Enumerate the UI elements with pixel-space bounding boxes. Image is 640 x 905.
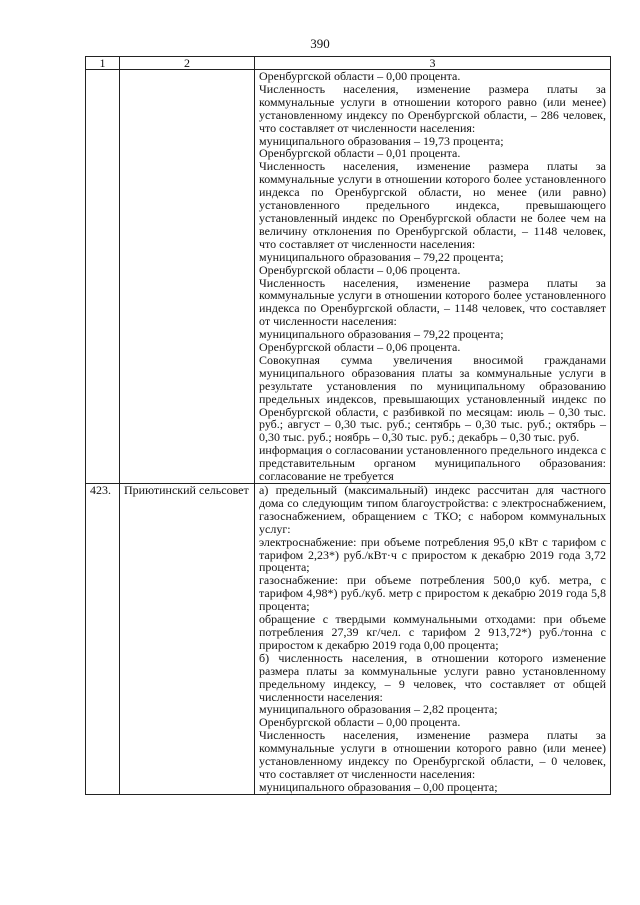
text-line: Оренбургской области – 0,00 процента.	[259, 69, 461, 83]
document-table	[85, 56, 611, 795]
row-number-cell	[86, 70, 120, 484]
row-content-cell	[255, 70, 611, 484]
table-header-row	[86, 57, 611, 70]
text-line: Численность населения, изменение размера платы за коммунальные услуги в отношении которого равно (или менее) установленному индексу по Оренбургской области, – 286 человек, что составляет от численности населения:	[259, 81, 606, 135]
text-line: Численность населения, изменение размера платы за коммунальные услуги в отношении которого более установленного индекса по Оренбургской области, – 1148 человек, что составляет от численности населения:	[259, 275, 606, 329]
text-line: Совокупная сумма увеличения вносимой гражданами муниципального образования платы за коммунальные услуги в результате установления по муниципальному образованию предельных индексов, превышающих установленный индекс по Оренбургской области, с разбивкой по месяцам: июль – 0,30 тыс. руб.; август – 0,30 тыс. руб.; сентябрь – 0,30 тыс. руб.; октябрь – 0,30 тыс. руб.; ноябрь – 0,30 тыс. руб.; декабрь – 0,30 тыс. руб.	[259, 352, 606, 445]
text-line: электроснабжение: при объеме потребления 95,0 кВт с тарифом с тарифом 2,23*) руб./кВт·ч с приростом к декабрю 2019 года 3,72 процента;	[259, 534, 606, 575]
text-line: газоснабжение: при объеме потребления 500,0 куб. метра, с тарифом 4,98*) руб./куб. метр с приростом к декабрю 2019 года 5,8 процента;	[259, 573, 606, 614]
text-line: информация о согласовании установленного предельного индекса с представительным органом муниципального образования: согласование не требуется	[259, 443, 606, 484]
header-col-1: 1	[86, 57, 120, 70]
text-line: Оренбургской области – 0,06 процента.	[259, 340, 461, 355]
row-number-cell: 423.	[86, 484, 120, 795]
text-line: муниципального образования – 2,82 процента;	[259, 702, 498, 717]
row-name-cell: Приютинский сельсовет	[120, 484, 255, 795]
header-col-2: 2	[120, 57, 255, 70]
text-line: муниципального образования – 19,73 процента;	[259, 133, 504, 148]
text-line: обращение с твердыми коммунальными отходами: при объеме потребления 27,39 кг/чел. с тарифом 2 913,72*) руб./тонна с приростом к декабрю 2019 года 0,00 процента;	[259, 612, 606, 652]
text-line: а) предельный (максимальный) индекс рассчитан для частного дома со следующим типом благоустройства: с электроснабжением, газоснабжением, обращением с ТКО; с набором коммунальных услуг:	[259, 483, 606, 536]
text-line: муниципального образования – 79,22 процента;	[259, 249, 504, 264]
text-line: Численность населения, изменение размера платы за коммунальные услуги в отношении которого равно (или менее) установленному индексу по Оренбургской области, – 0 человек, что составляет от численности населения:	[259, 728, 606, 781]
text-line: Оренбургской области – 0,01 процента.	[259, 146, 461, 161]
text-line: муниципального образования – 0,00 процента;	[259, 779, 498, 794]
text-line: б) численность населения, в отношении которого изменение размера платы за коммунальные услуги равно установленному предельному индексу, – 9 человек, что составляет от общей численности населения:	[259, 650, 606, 704]
table-row	[86, 70, 611, 484]
text-line: муниципального образования – 79,22 процента;	[259, 327, 504, 342]
text-line: Численность населения, изменение размера платы за коммунальные услуги в отношении которого более установленного индекса по Оренбургской области, но менее (или равно) установленного предельного индекса, превышающего установленный индекс по Оренбургской области не более чем на величину отклонения по Оренбургской области, – 1148 человек, что составляет от численности населения:	[259, 159, 606, 251]
page-number: 390	[310, 36, 330, 51]
text-line: Оренбургской области – 0,00 процента.	[259, 715, 461, 730]
table-row	[86, 484, 611, 795]
text-line: Оренбургской области – 0,06 процента.	[259, 262, 461, 277]
row-name-cell	[120, 70, 255, 484]
header-col-3: 3	[255, 57, 611, 70]
row-content-cell	[255, 484, 611, 795]
